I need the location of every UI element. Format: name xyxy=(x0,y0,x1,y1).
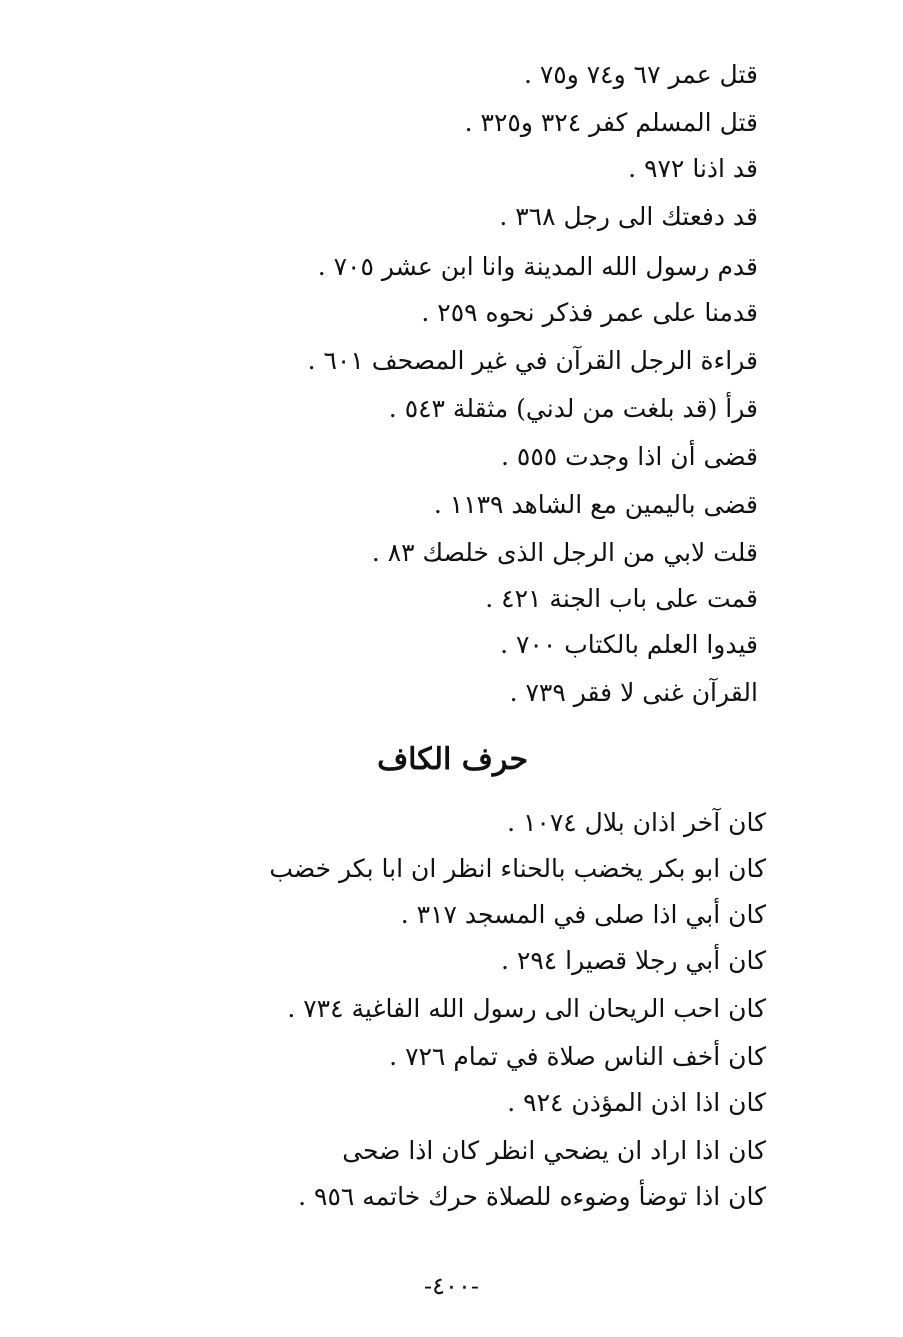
index-entry: قدمنا على عمر فذكر نحوه ٢٥٩ . xyxy=(421,298,758,327)
index-entry: كان اذا توضأ وضوءه للصلاة حرك خاتمه ٩٥٦ . xyxy=(298,1182,766,1211)
index-entry: قدم رسول الله المدينة وانا ابن عشر ٧٠٥ . xyxy=(317,252,758,281)
index-entry: كان اذا اذن المؤذن ٩٢٤ . xyxy=(507,1088,766,1117)
index-entry: قتل عمر ٦٧ و٧٤ و٧٥ . xyxy=(523,60,758,89)
index-entry: كان أبي اذا صلى في المسجد ٣١٧ . xyxy=(400,900,766,929)
index-entry: قراءة الرجل القرآن في غير المصحف ٦٠١ . xyxy=(307,346,758,375)
index-entry: كان ابو بكر يخضب بالحناء انظر ان ابا بكر خضب xyxy=(269,854,766,883)
index-entry: كان احب الريحان الى رسول الله الفاغية ٧٣٤ . xyxy=(287,994,766,1023)
index-entry: قمت على باب الجنة ٤٢١ . xyxy=(485,584,758,613)
index-entry: كان أخف الناس صلاة في تمام ٧٢٦ . xyxy=(389,1042,766,1071)
index-entry: القرآن غنى لا فقر ٧٣٩ . xyxy=(509,678,758,707)
index-entry: قضى أن اذا وجدت ٥٥٥ . xyxy=(501,442,758,471)
index-entry: قد اذنا ٩٧٢ . xyxy=(628,154,758,183)
index-entry: قرأ (قد بلغت من لدني) مثقلة ٥٤٣ . xyxy=(388,394,758,423)
index-entry: قلت لابي من الرجل الذى خلصك ٨٣ . xyxy=(371,538,758,567)
index-entry: كان اذا اراد ان يضحي انظر كان اذا ضحى xyxy=(342,1136,766,1165)
index-entry: قد دفعتك الى رجل ٣٦٨ . xyxy=(499,202,758,231)
index-entry: كان أبي رجلا قصيرا ٢٩٤ . xyxy=(501,946,766,975)
section-heading: حرف الكاف xyxy=(377,742,528,777)
page-number: -٤٠٠- xyxy=(424,1272,479,1300)
index-entry: قضى باليمين مع الشاهد ١١٣٩ . xyxy=(433,490,758,519)
index-entry: كان آخر اذان بلال ١٠٧٤ . xyxy=(507,808,766,837)
index-entry: قتل المسلم كفر ٣٢٤ و٣٢٥ . xyxy=(464,108,758,137)
index-entry: قيدوا العلم بالكتاب ٧٠٠ . xyxy=(500,630,758,659)
